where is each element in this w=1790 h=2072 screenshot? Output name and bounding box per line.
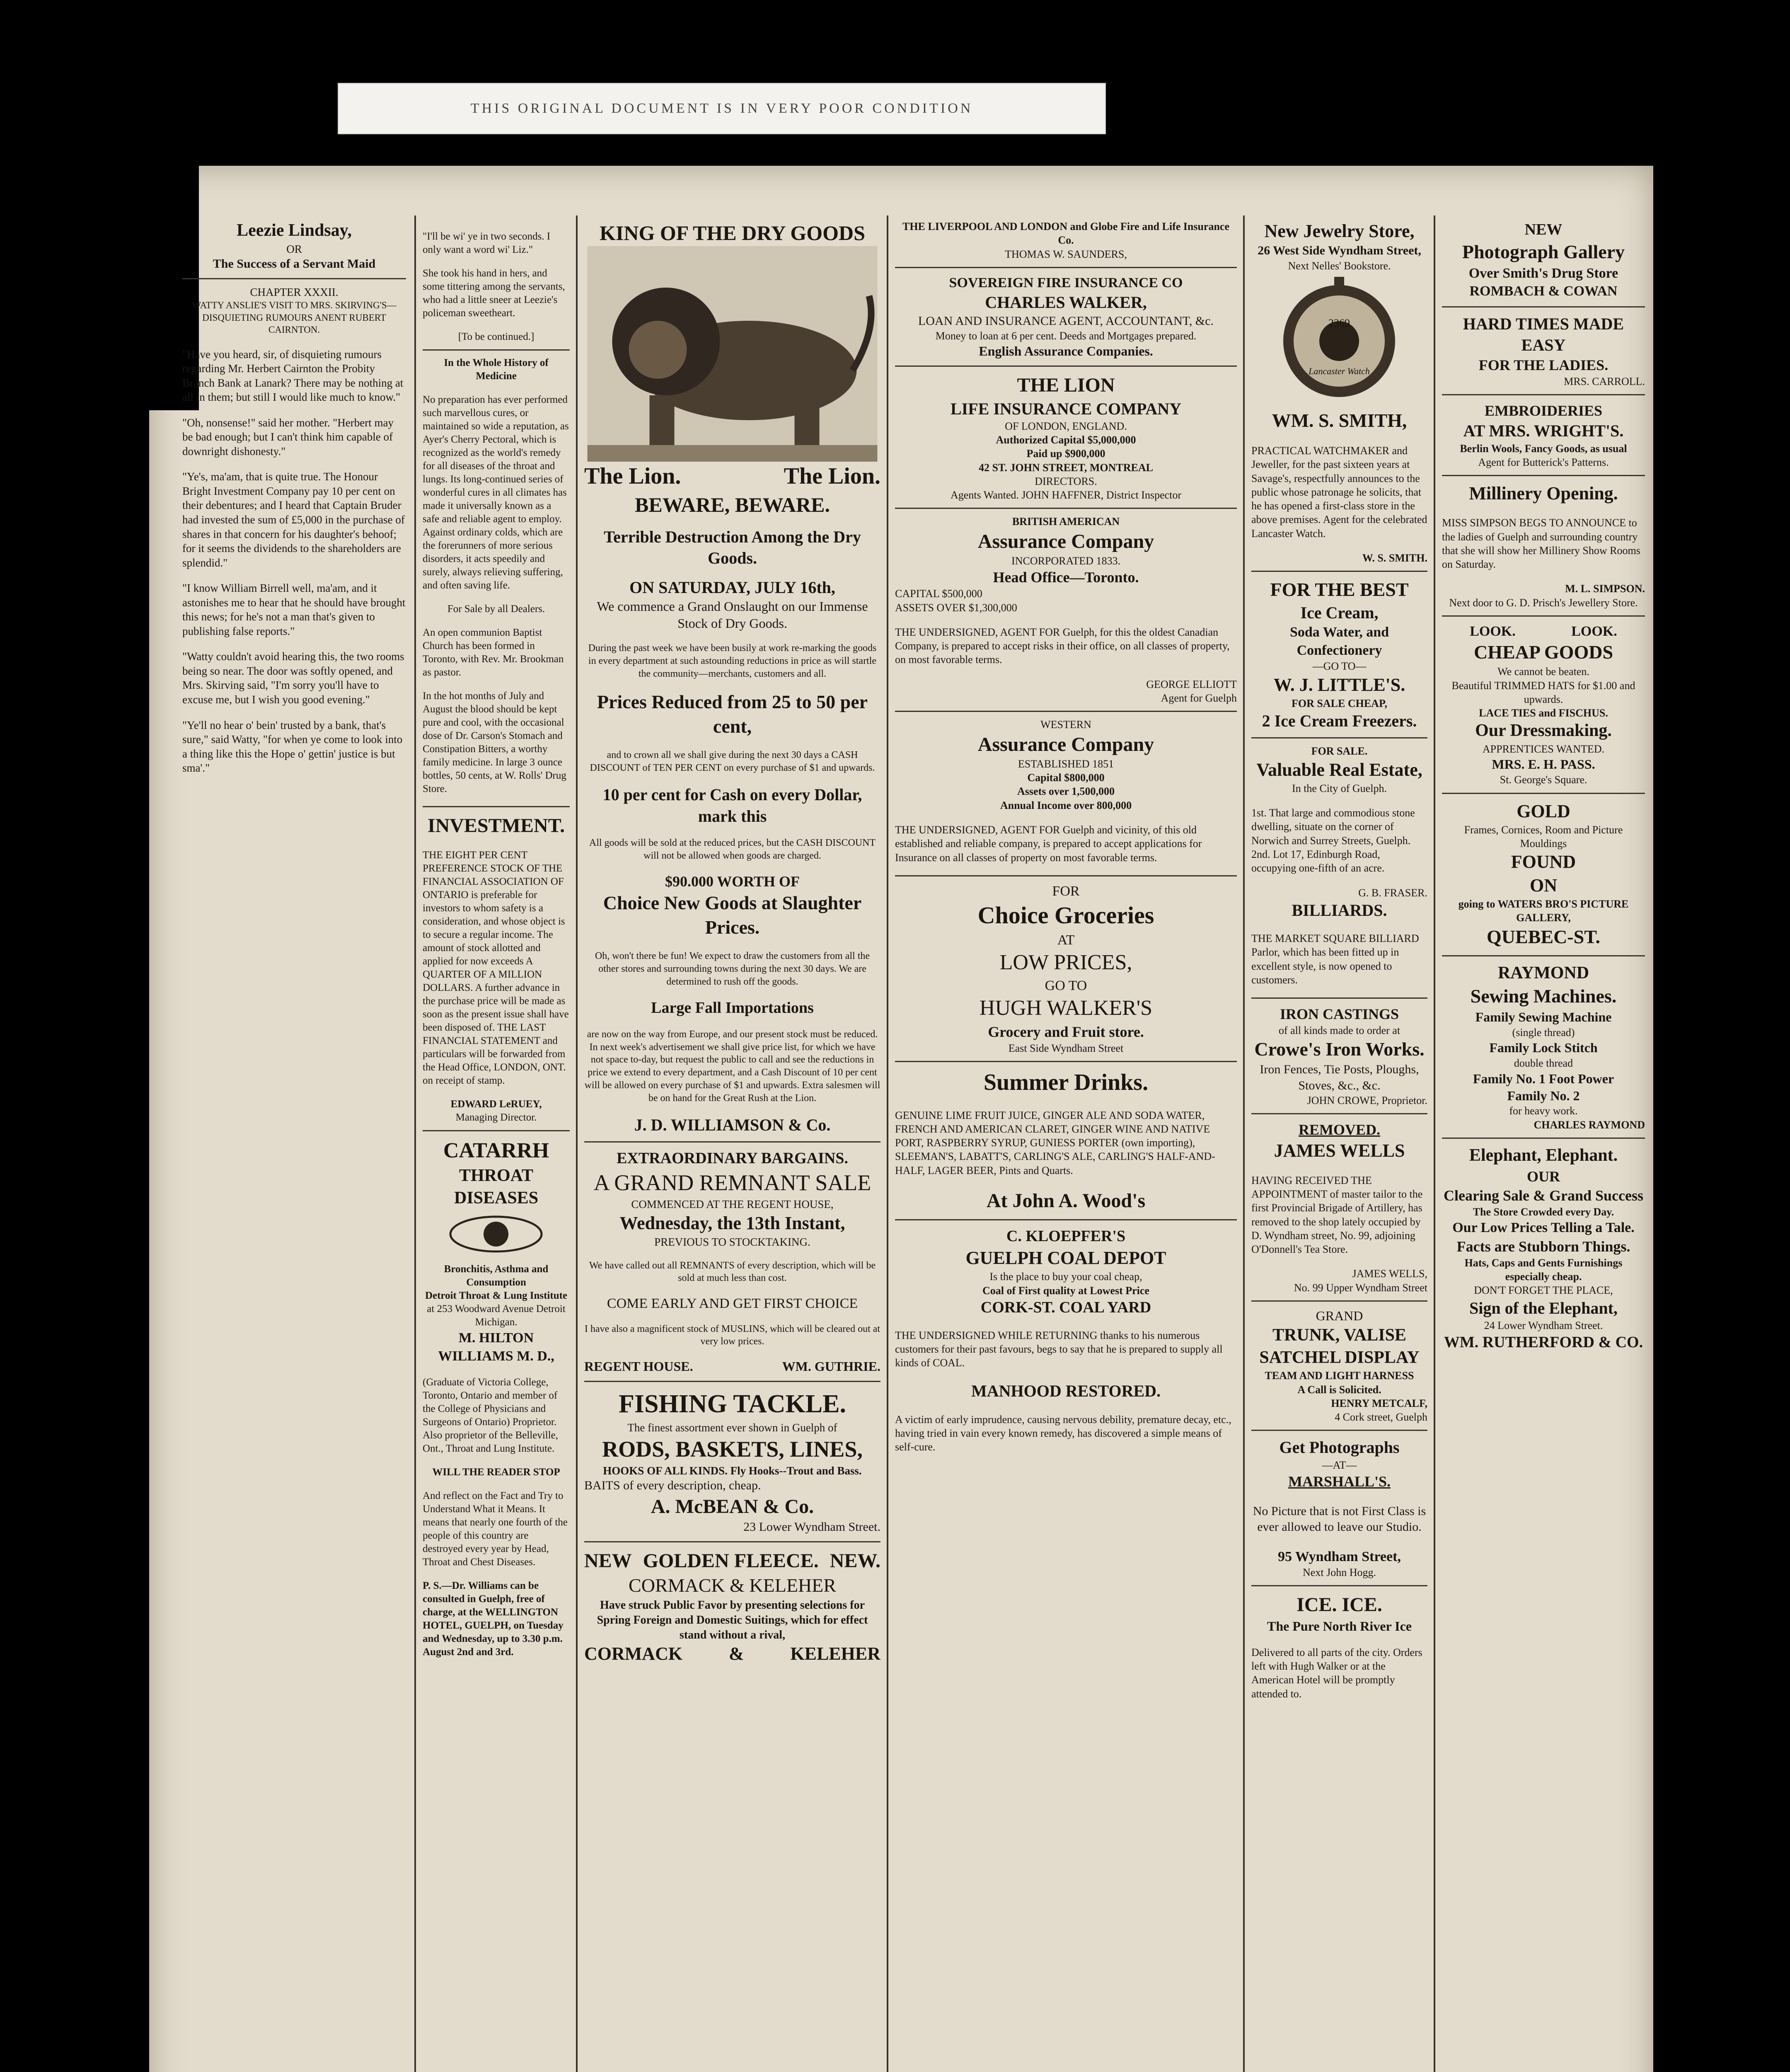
chapter-heading: CHAPTER XXXII. [250,286,339,298]
column-dry-goods [584,220,880,1666]
lower-wyndham: 24 Lower Wyndham Street. [1484,1319,1603,1331]
story-paragraph: "Oh, nonsense!" said her mother. "Herbert may be bad enough; but I can't think him capable of downright dishonesty." [182,416,394,457]
head-office: Head Office—Toronto. [993,569,1139,586]
look-right: LOOK. [1571,623,1617,639]
commenced: COMMENCED AT THE REGENT HOUSE, [631,1198,834,1211]
remnant-sale: A GRAND REMNANT SALE [593,1170,871,1196]
story-paragraph: "Ye's, ma'am, that is quite true. The Honour Bright Investment Company pay 10 per cent on their debentures; and I heard that Captain Bruder had invested the sum of £5,000 in the purchase of shares in that concern for his daughter's behoof; for it seems the dividends to the shareholders are splendid." [182,470,405,569]
manhood: MANHOOD RESTORED. [971,1382,1161,1401]
low-prices: LOW PRICES, [999,951,1132,975]
reader-heading: WILL THE READER STOP [432,1466,560,1478]
column-merchants [1251,220,1427,1711]
hugh-walker: HUGH WALKER'S [979,996,1153,1020]
new-right: NEW. [830,1549,880,1572]
investment-body: THE EIGHT PER CENT PREFERENCE STOCK OF THE FINANCIAL ASSOCIATION OF ONTARIO is preferable for investors to whom safety is a consideration, and whose object is to secure a regular income. The amount of stock allotted and applied for now exceeds A QUARTER OF A MILLION DOLLARS. A further advance in the purchase price will be made as soon as the present issue shall have been disposed of. THE LAST FINANCIAL STATEMENT and particulars will be forwarded from the Head Office, LONDON, ONT. on receipt of stamp. [423,850,569,1087]
cormack-keleher: CORMACK & KELEHER [629,1575,836,1596]
cormack: CORMACK [584,1644,683,1664]
drinks-list: GENUINE LIME FRUIT JUICE, GINGER ALE AND SODA WATER, FRENCH AND AMERICAN CLARET, GINGER WINE AND NATIVE PORT, RASPBERRY SYRUP, GUNIESS PORTER (own importing), SLEEMAN'S, LABATT'S, CARLING'S ALE, CARLING'S HALF-AND-HALF, LAGER BEER, Pints and Quarts. [895,1109,1215,1176]
family-no1: Family No. 1 Foot Power [1473,1071,1614,1086]
established: ESTABLISHED 1851 [1018,758,1114,770]
loan: LOAN AND INSURANCE AGENT, ACCOUNTANT, &c. [918,314,1214,328]
choice-goods: Choice New Goods at Slaughter Prices. [603,892,862,938]
western-income: Annual Income over 800,000 [1000,799,1132,811]
williamson: J. D. WILLIAMSON & Co. [634,1116,831,1135]
struck: Have struck Public Favor by presenting selections for Spring Foreign and Domestic Suitings, which for effect stand without a rival, [597,1598,868,1641]
apprentices: APPRENTICES WANTED. [1482,743,1605,755]
lion-life-origin: OF LONDON, ENGLAND. [1005,420,1127,432]
condition-banner: THIS ORIGINAL DOCUMENT IS IN VERY POOR CONDITION [338,83,1106,134]
smith-signature: W. S. SMITH. [1362,552,1427,564]
british-american: BRITISH AMERICAN [1012,516,1120,528]
column-rule [1243,215,1245,2072]
consult-note: P. S.—Dr. Williams can be consulted in Guelph, free of charge, at the WELLINGTON HOTEL, GUELPH, on Tuesday and Wednesday, up to 3.30 p.m. August 2nd and 3rd. [423,1580,564,1658]
our-dressmaking: Our Dressmaking. [1475,721,1612,741]
wyndham: 95 Wyndham Street, [1278,1549,1401,1564]
freezers: 2 Ice Cream Freezers. [1262,712,1417,731]
column-shops [1442,220,1645,1353]
worth: $90.000 WORTH OF [665,873,800,890]
hats-caps: Hats, Caps and Gents Furnishings especially cheap. [1464,1256,1623,1283]
regent-house: REGENT HOUSE. [584,1358,693,1374]
ad-footer: For Sale by all Dealers. [447,603,545,615]
crowded: The Store Crowded every Day. [1473,1205,1614,1218]
wells-body: HAVING RECEIVED THE APPOINTMENT of master tailor to the first Provincial Brigade of Artillery, has removed to the shop lately occupied by D. Wyndham street, No. 99, adjoining O'Donnell's Tea Store. [1251,1174,1423,1256]
for-the-ladies: FOR THE LADIES. [1478,356,1609,373]
elliott: GEORGE ELLIOTT [1146,678,1237,690]
western-assets: Assets over 1,500,000 [1017,785,1115,798]
smith: WM. S. SMITH, [1272,410,1407,431]
story-paragraph: "Watty couldn't avoid hearing this, the two rooms being so near. The door was softly opened, and Mrs. Skirving said, "I'm sorry you'll have to excuse me, but I wish you good evening." [182,650,404,706]
on-label: ON [1530,875,1557,896]
mrs-pass: MRS. E. H. PASS. [1492,757,1595,772]
remnants: We have called out all REMNANTS of every description, which will be sold at much less than cost. [589,1260,876,1284]
lion-right: The Lion. [784,463,880,489]
keleher: KELEHER [790,1644,880,1664]
manhood-body: A victim of early imprudence, causing nervous debility, premature decay, etc., having tried in vain every known remedy, has discovered a simple means of self-cure. [895,1413,1231,1453]
money: Money to loan at 6 per cent. Deeds and Mortgages prepared. [935,329,1197,342]
agent-notice: THE UNDERSIGNED, AGENT FOR Guelph, for this the oldest Canadian Company, is prepared to accept risks in their office, on all classes of property, on most favorable terms. [895,626,1230,666]
wednesday: Wednesday, the 13th Instant, [619,1213,845,1233]
wells-address: No. 99 Upper Wyndham Street [1294,1281,1427,1294]
lion-icon [584,246,880,462]
hooks: HOOKS OF ALL KINDS. Fly Hooks--Trout and Bass. [603,1464,862,1477]
new-left: NEW [584,1549,632,1572]
millinery-opening: Millinery Opening. [1469,483,1618,504]
north-river: The Pure North River Ice [1267,1618,1412,1634]
kloepfer: C. KLOEPFER'S [1006,1227,1126,1245]
billiards: BILLIARDS. [1292,900,1387,920]
column-story [182,220,406,787]
column-rule [576,215,578,2072]
rombach-cowan: ROMBACH & COWAN [1469,283,1618,299]
ampersand: & [728,1644,744,1664]
no-picture: No Picture that is not First Class is ever allowed to leave our Studio. [1253,1504,1426,1534]
berlin-wools: Berlin Wools, Fancy Goods, as usual [1460,442,1627,455]
story-paragraph: "Ye'll no hear o' bein' trusted by a bank, that's sure," said Watty, "for when ye come to look into a thing like this the Hope o' gettin' justice is but sma'." [182,719,403,775]
cheap-goods: CHEAP GOODS [1473,641,1613,663]
get-photographs: Get Photographs [1279,1438,1400,1457]
western: WESTERN [1040,719,1091,731]
single-thread: (single thread) [1512,1026,1575,1039]
team-harness: TEAM AND LIGHT HARNESS [1265,1370,1414,1382]
raymond: RAYMOND [1497,963,1589,983]
heavy-work: for heavy work. [1509,1105,1578,1117]
simpson-address: Next door to G. D. Prisch's Jewellery Store. [1449,596,1638,609]
soda-water: Soda Water, and Confectionery [1289,625,1389,658]
column-notices [423,220,570,1669]
at-label: AT [1057,932,1075,948]
saturday: ON SATURDAY, JULY 16th, [629,578,835,597]
grocery-store: Grocery and Fruit store. [988,1023,1144,1040]
metcalf: HENRY METCALF, [1331,1397,1427,1409]
news-item: An open communion Baptist Church has been formed in Toronto, with Rev. Mr. Brookman as pastor. [423,627,564,678]
go-to: —GO TO— [1312,660,1367,673]
fishing-tackle: FISHING TACKLE. [619,1389,846,1418]
authorized-capital: Authorized Capital $5,000,000 [996,434,1136,446]
lion-life-company: LIFE INSURANCE COMPANY [950,399,1182,418]
catarrh-title: CATARRH [443,1139,549,1163]
mrs-wright: AT MRS. WRIGHT'S. [1463,421,1624,441]
beware: BEWARE, BEWARE. [635,493,830,516]
agents: Agents Wanted. JOHN HAFFNER, District Inspector [950,489,1182,501]
st-george: St. George's Square. [1500,774,1587,786]
column-rule [414,215,416,2072]
real-estate: Valuable Real Estate, [1256,759,1422,780]
iron-fences: Iron Fences, Tie Posts, Ploughs, Stoves, &c., &c. [1260,1063,1419,1092]
sewing-machines: Sewing Machines. [1470,985,1617,1007]
east-side: East Side Wyndham Street [1008,1042,1124,1054]
column-rule [887,215,888,2072]
for-sale: FOR SALE. [1311,745,1368,758]
saunders: THOMAS W. SAUNDERS, [1005,248,1127,260]
in-guelph: In the City of Guelph. [1292,782,1387,794]
walker: CHARLES WALKER, [985,293,1147,312]
iron-sub: of all kinds made to order at [1278,1024,1401,1037]
trimmed-hats: Beautiful TRIMMED HATS for $1.00 and upwards. [1451,679,1635,705]
king-title: KING OF THE DRY GOODS [600,221,865,244]
extraordinary: EXTRAORDINARY BARGAINS. [617,1150,848,1167]
story-paragraph: "I know William Birrell well, ma'am, and it astonishes me to hear that he should have brought this news; for he's not a man that's given to publishing false reports." [182,582,406,637]
clearing-sale: Clearing Sale & Grand Success [1444,1187,1643,1204]
for-label: FOR [1052,883,1080,899]
capital: CAPITAL $500,000 [895,588,982,600]
baits: BAITS of every description, cheap. [584,1479,761,1493]
waters-bros: going to WATERS BRO'S PICTURE GALLERY, [1458,898,1629,924]
montreal: 42 ST. JOHN STREET, MONTREAL [979,461,1153,474]
summer-drinks: Summer Drinks. [983,1070,1149,1096]
catarrh-sub: Bronchitis, Asthma and Consumption [444,1264,549,1288]
coal-quality: Coal of First quality at Lowest Price [982,1284,1149,1297]
institute-address: at 253 Woodward Avenue Detroit Michigan. [427,1303,566,1328]
agent-guelph: Agent for Guelph [1161,692,1237,704]
liverpool: THE LIVERPOOL AND LONDON and Globe Fire and Life Insurance Co. [902,220,1229,247]
fraser: G. B. FRASER. [1358,886,1427,899]
importations: Large Fall Importations [651,999,814,1017]
hard-times: HARD TIMES MADE EASY [1463,314,1624,354]
column-rule [1434,215,1435,2072]
doctor-body: (Graduate of Victoria College, Toronto, Ontario and member of the College of Physicians and Surgeons of Ontario) Proprietor. Also proprietor of the Belleville, Ont., Throat and Lung Institute. [423,1376,559,1454]
marshall: MARSHALL'S. [1288,1473,1391,1490]
embroideries: EMBROIDERIES [1484,402,1603,419]
eye-icon [423,1209,570,1259]
iron-castings: IRON CASTINGS [1280,1006,1399,1023]
nelles: Next Nelles' Bookstore. [1288,259,1391,272]
over-smith: Over Smith's Drug Store [1468,265,1618,281]
family-no2: Family No. 2 [1507,1088,1580,1103]
cork-coal-yard: CORK-ST. COAL YARD [980,1298,1151,1316]
billiards-body: THE MARKET SQUARE BILLIARD Parlor, which has been fitted up in excellent style, is now opened to customers. [1251,932,1419,986]
family-lock: Family Lock Stitch [1489,1040,1598,1055]
river-body: Delivered to all parts of the city. Orders left with Hugh Walker or at the American Hotel will be promptly attended to. [1251,1646,1422,1700]
butterick: Agent for Butterick's Patterns. [1478,456,1609,468]
paid-up: Paid up $900,000 [1026,448,1105,460]
choice-groceries: Choice Groceries [977,902,1154,929]
cork-street: 4 Cork street, Guelph [1335,1411,1427,1423]
grand: GRAND [1316,1308,1363,1323]
mcbean-address: 23 Lower Wyndham Street. [743,1520,880,1534]
simpson: M. L. SIMPSON. [1565,583,1645,595]
finest: The finest assortment ever shown in Guelph of [627,1421,837,1434]
english-assurance: English Assurance Companies. [979,344,1153,359]
family-machine: Family Sewing Machine [1475,1009,1612,1025]
jewelry-address: 26 West Side Wyndham Street, [1258,244,1421,258]
investment-title: INVESTMENT. [427,815,565,837]
ice-cream: Ice Cream, [1300,603,1379,622]
next-hogg: Next John Hogg. [1303,1566,1376,1579]
previous: PREVIOUS TO STOCKTAKING. [654,1236,810,1248]
watch-number: 2369 [1328,317,1350,329]
investment-signature: EDWARD LeRUEY, [450,1099,542,1110]
photograph-gallery: Photograph Gallery [1462,241,1625,262]
reduced-note: All goods will be sold at the reduced prices, but the CASH DISCOUNT will not be allowed when goods are charged. [589,837,876,861]
chapter-synopsis: WATTY ANSLIE'S VISIT TO MRS. SKIRVING'S— DISQUIETING RUMOURS ANENT RUBERT CAIRNTON. [192,300,397,335]
pocket-watch-icon [1251,273,1427,405]
jewelry-store: New Jewelry Store, [1264,221,1415,241]
ten-percent: 10 per cent for Cash on every Dollar, mark this [602,785,862,825]
wells-signature: JAMES WELLS, [1352,1268,1427,1280]
mrs-carroll: MRS. CARROLL. [1564,375,1645,387]
watch-name: Lancaster Watch [1309,366,1370,376]
go-to: GO TO [1045,978,1087,993]
assets: ASSETS OVER $1,300,000 [895,601,1017,614]
sign-elephant: Sign of the Elephant, [1469,1298,1618,1317]
western-body: THE UNDERSIGNED, AGENT FOR Guelph and vicinity, of this old established and reliable company, is prepared to accept applications for Insurance on all classes of property on most favorable terms. [895,824,1202,864]
story-paragraph: "Have you heard, sir, of disquieting rumours regarding Mr. Herbert Cairnton the Probity Branch Bank at Lanark? There may be nothing at all in them; but still I would like much to know." [182,348,404,404]
little: W. J. LITTLE'S. [1273,674,1405,695]
elephant: Elephant, Elephant. [1469,1146,1618,1165]
prices-reduced: Prices Reduced from 25 to 50 per cent, [597,691,868,737]
reader-body: And reflect on the Fact and Try to Understand What it Means. It means that nearly one fourth of the people of this country are destroyed every year by Head, Throat and Chest Diseases. [423,1490,568,1568]
our-label: OUR [1527,1168,1560,1185]
directors: DIRECTORS. [1035,475,1097,487]
guthrie: WM. GUTHRIE. [782,1358,880,1374]
new-label: NEW [1524,221,1563,238]
muslins: I have also a magnificent stock of MUSLINS, which will be cleared out at very low prices. [584,1323,880,1347]
news-item: In the hot months of July and August the blood should be kept pure and cool, with the occasional dose of Dr. Carson's Stomach and Constipation Bitters, a worthy family medicine. In large 3 ounce bottles, 50 cents, at W. Rolls' Drug Store. [423,690,566,794]
for-the-best: FOR THE BEST [1270,579,1409,600]
western-capital: Capital $800,000 [1027,772,1105,784]
sovereign: SOVEREIGN FIRE INSURANCE CO [949,275,1183,290]
crowe: Crowe's Iron Works. [1254,1038,1425,1060]
ice-ice: ICE. ICE. [1297,1594,1382,1616]
oh-fun: Oh, won't there be fun! We expect to draw the customers from all the other stores and surrounding towns during the next 30 days. We are determined to rush off the goods. [595,951,870,987]
trunk-valise: TRUNK, VALISE [1272,1325,1406,1345]
institute-name: Detroit Throat & Lung Institute [425,1290,568,1302]
double-thread: double thread [1514,1057,1573,1070]
facts: Facts are Stubborn Things. [1456,1238,1630,1255]
john-wood: At John A. Wood's [986,1190,1146,1212]
sale-cheap: FOR SALE CHEAP, [1292,697,1387,709]
mcbean: A. McBEAN & Co. [651,1495,814,1518]
frames: Frames, Cornices, Room and Picture Mouldings [1464,823,1623,850]
ad-body: No preparation has ever performed such marvellous cures, or maintained so wide a reputation, as Ayer's Cherry Pectoral, which is recognized as the world's remedy for all diseases of the throat and lungs. Its long-continued series of wonderful cures in all climates has made it universally known as a safe and reliable agent to employ. Against ordinary colds, which are the forerunners of more serious disorders, it acts speedily and surely, always relieving suffering, and often saving life. [423,394,569,591]
removed: REMOVED. [1299,1121,1380,1138]
western-assurance: Assurance Company [977,733,1154,755]
lion-left: The Lion. [584,463,681,489]
coal-cheap: Is the place to buy your coal cheap, [989,1271,1142,1283]
quebec-st: QUEBEC-ST. [1487,926,1600,947]
story-title: Leezie Lindsay, [237,221,352,240]
investment-role: Managing Director. [455,1112,537,1123]
dont-forget: DON'T FORGET THE PLACE, [1474,1284,1613,1297]
terrible: Terrible Destruction Among the Dry Goods. [604,527,861,567]
real-estate-body: 1st. That large and commodious stone dwelling, situate on the corner of Norwich and Surrey Streets, Guelph. 2nd. Lot 17, Edinburgh Road, occupying one-fifth of an acre. [1251,807,1415,874]
at-label: —AT— [1322,1459,1357,1471]
charles-raymond: CHARLES RAYMOND [1534,1118,1645,1131]
golden-fleece: GOLDEN FLEECE. [643,1549,819,1572]
rutherford: WM. RUTHERFORD & CO. [1444,1334,1643,1351]
incorporated: INCORPORATED 1833. [1011,555,1120,567]
james-wells: JAMES WELLS [1274,1140,1405,1161]
story-paragraph: She took his hand in hers, and some tittering among the servants, who had a little sneer at Leezie's policeman sweetheart. [423,268,565,319]
newspaper-page [149,166,1653,2072]
come-early: COME EARLY AND GET FIRST CHOICE [607,1295,858,1311]
cannot-beaten: We cannot be beaten. [1497,666,1589,678]
continued-note: [To be continued.] [458,331,535,342]
look-left: LOOK. [1470,623,1516,639]
coal-depot: GUELPH COAL DEPOT [965,1248,1166,1268]
importations-body: are now on the way from Europe, and our present stock must be reduced. In next week's advertisement we shall give price list, for which we have not space to-day, but request the public to call and see the reductions in price we extend to every department, and a Cash Discount of 10 per cent will be allowed on every purchase of $1 and upwards. Extra salesmen will be on hand for the Great Rush at the Lion. [584,1029,880,1104]
satchel-display: SATCHEL DISPLAY [1259,1348,1420,1367]
lion-life-title: THE LION [1017,374,1115,397]
commence: We commence a Grand Onslaught on our Immense Stock of Dry Goods. [597,599,868,631]
smith-body: PRACTICAL WATCHMAKER and Jeweller, for the past sixteen years at Savage's, respectfully announces to the public whose patronage he solicits, that he has opened a first-class store in the above premises. Agent for the celebrated Lancaster Watch. [1251,445,1427,540]
gold: GOLD [1517,801,1570,821]
column-insurance [895,220,1237,1464]
cork-body: THE UNDERSIGNED WHILE RETURNING thanks to his numerous customers for their past favours, begs to say that he is prepared to supply all kinds of COAL. [895,1329,1223,1369]
doctor-name: M. HILTON WILLIAMS M. D., [438,1330,554,1364]
low-prices-tale: Our Low Prices Telling a Tale. [1452,1220,1635,1236]
crowe-proprietor: JOHN CROWE, Proprietor. [1307,1094,1427,1107]
story-or: OR [286,242,302,255]
story-subtitle: The Success of a Servant Maid [213,257,376,271]
rods: RODS, BASKETS, LINES, [602,1436,863,1462]
found: FOUND [1511,852,1576,872]
assurance-company: Assurance Company [977,530,1154,552]
call-solicited: A Call is Solicited. [1297,1383,1381,1396]
ad-heading: In the Whole History of Medicine [444,357,549,382]
past-week: During the past week we have been busily at work re-marking the goods in every department at such astounding reductions in price as will startle the community—merchants, customers and all. [588,643,877,679]
lace-ties: LACE TIES and FISCHUS. [1479,707,1608,719]
simpson-body: MISS SIMPSON BEGS TO ANNOUNCE to the ladies of Guelph and surrounding country that she will show her Millinery Show Rooms on Saturday. [1442,517,1640,571]
story-paragraph: "I'll be wi' ye in two seconds. I only want a word wi' Liz." [423,231,551,255]
crowd-all: and to crown all we shall give during the next 30 days a CASH DISCOUNT of TEN PER CENT on every purchase of $1 and upwards. [590,750,875,773]
throat-title: THROAT DISEASES [454,1166,539,1208]
